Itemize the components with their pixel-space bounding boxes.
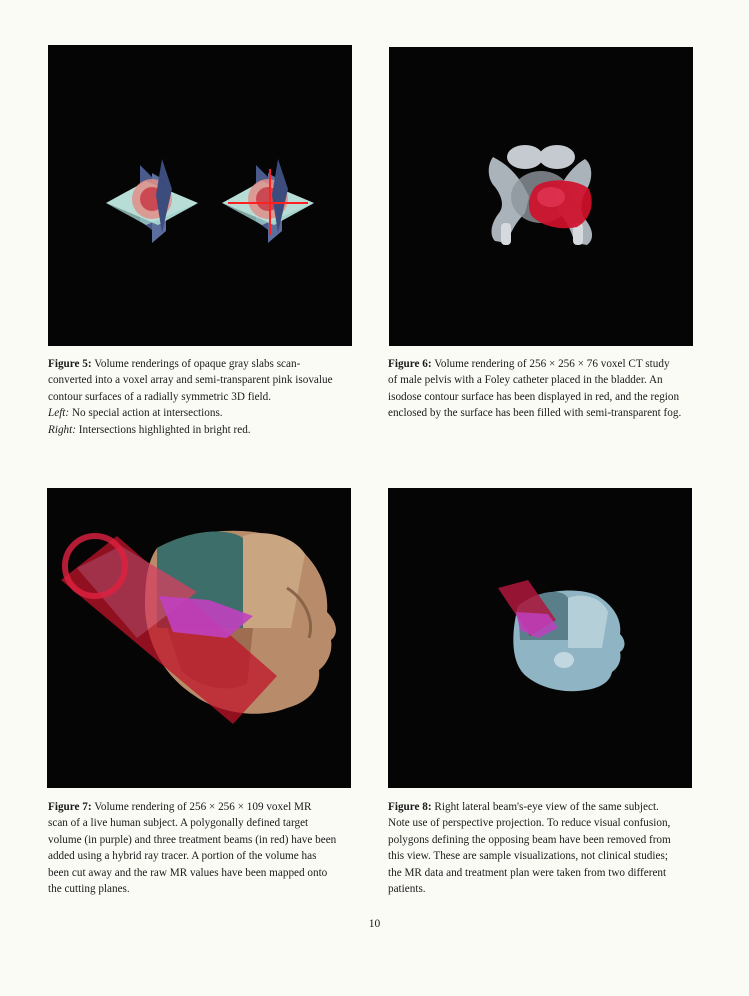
figure-5-right-text: Intersections highlighted in bright red. bbox=[78, 423, 251, 436]
figure-6-text-line: isodose contour surface has been displayed in red, and the region bbox=[388, 390, 680, 403]
page-number: 10 bbox=[368, 918, 381, 930]
figure-6-text-line: of male pelvis with a Foley catheter placed in the bladder. An bbox=[388, 374, 663, 387]
figure-6-image bbox=[389, 47, 693, 346]
figure-8-caption bbox=[388, 799, 696, 897]
figure-7-caption bbox=[48, 799, 356, 897]
figure-8-text-line: patients. bbox=[388, 883, 426, 896]
figure-7-text-line: added using a hybrid ray tracer. A portion of the volume has bbox=[48, 850, 317, 863]
figure-7-text-line: scan of a live human subject. A polygonally defined target bbox=[48, 817, 309, 830]
figure-5-left-label: Left: bbox=[48, 407, 70, 420]
figure-6-label: Figure 6: bbox=[388, 358, 432, 370]
figure-5-right-label: Right: bbox=[48, 423, 76, 436]
figure-8-text-line: the MR data and treatment plan were taken from two different bbox=[388, 866, 667, 879]
figure-6-caption bbox=[388, 356, 696, 422]
figure-8-image bbox=[388, 488, 692, 788]
figure-7-text-line: been cut away and the raw MR values have been mapped onto bbox=[48, 866, 328, 879]
figure-7-text-line: Volume rendering of 256 × 256 × 109 voxel MR bbox=[94, 801, 312, 813]
figure-5-left-text: No special action at intersections. bbox=[71, 407, 223, 420]
figure-8-label: Figure 8: bbox=[388, 801, 432, 813]
figure-6-text-line: enclosed by the surface has been filled with semi-transparent fog. bbox=[388, 407, 682, 420]
figure-7-label: Figure 7: bbox=[48, 801, 92, 813]
figure-7-image bbox=[47, 488, 351, 788]
figure-8-text-line: this view. These are sample visualizations, not clinical studies; bbox=[388, 850, 668, 863]
figure-5-caption bbox=[48, 356, 356, 438]
figure-5-image bbox=[48, 45, 352, 346]
figure-7-text-line: volume (in purple) and three treatment beams (in red) have been bbox=[48, 833, 337, 846]
figure-5-text-line: contour surfaces of a radially symmetric 3D field. bbox=[48, 390, 272, 403]
figure-5-text-line: converted into a voxel array and semi-transparent pink isovalue bbox=[48, 374, 333, 387]
figure-5-label: Figure 5: bbox=[48, 358, 92, 370]
figure-7-text-line: the cutting planes. bbox=[48, 883, 130, 896]
figure-8-text-line: Right lateral beam's-eye view of the same subject. bbox=[434, 801, 659, 813]
figure-8-text-line: polygons defining the opposing beam have been removed from bbox=[388, 833, 671, 846]
figure-5-text-line: Volume renderings of opaque gray slabs scan- bbox=[94, 358, 301, 370]
figure-6-text-line: Volume rendering of 256 × 256 × 76 voxel CT study bbox=[434, 358, 670, 370]
figure-8-text-line: Note use of perspective projection. To reduce visual confusion, bbox=[388, 817, 671, 830]
